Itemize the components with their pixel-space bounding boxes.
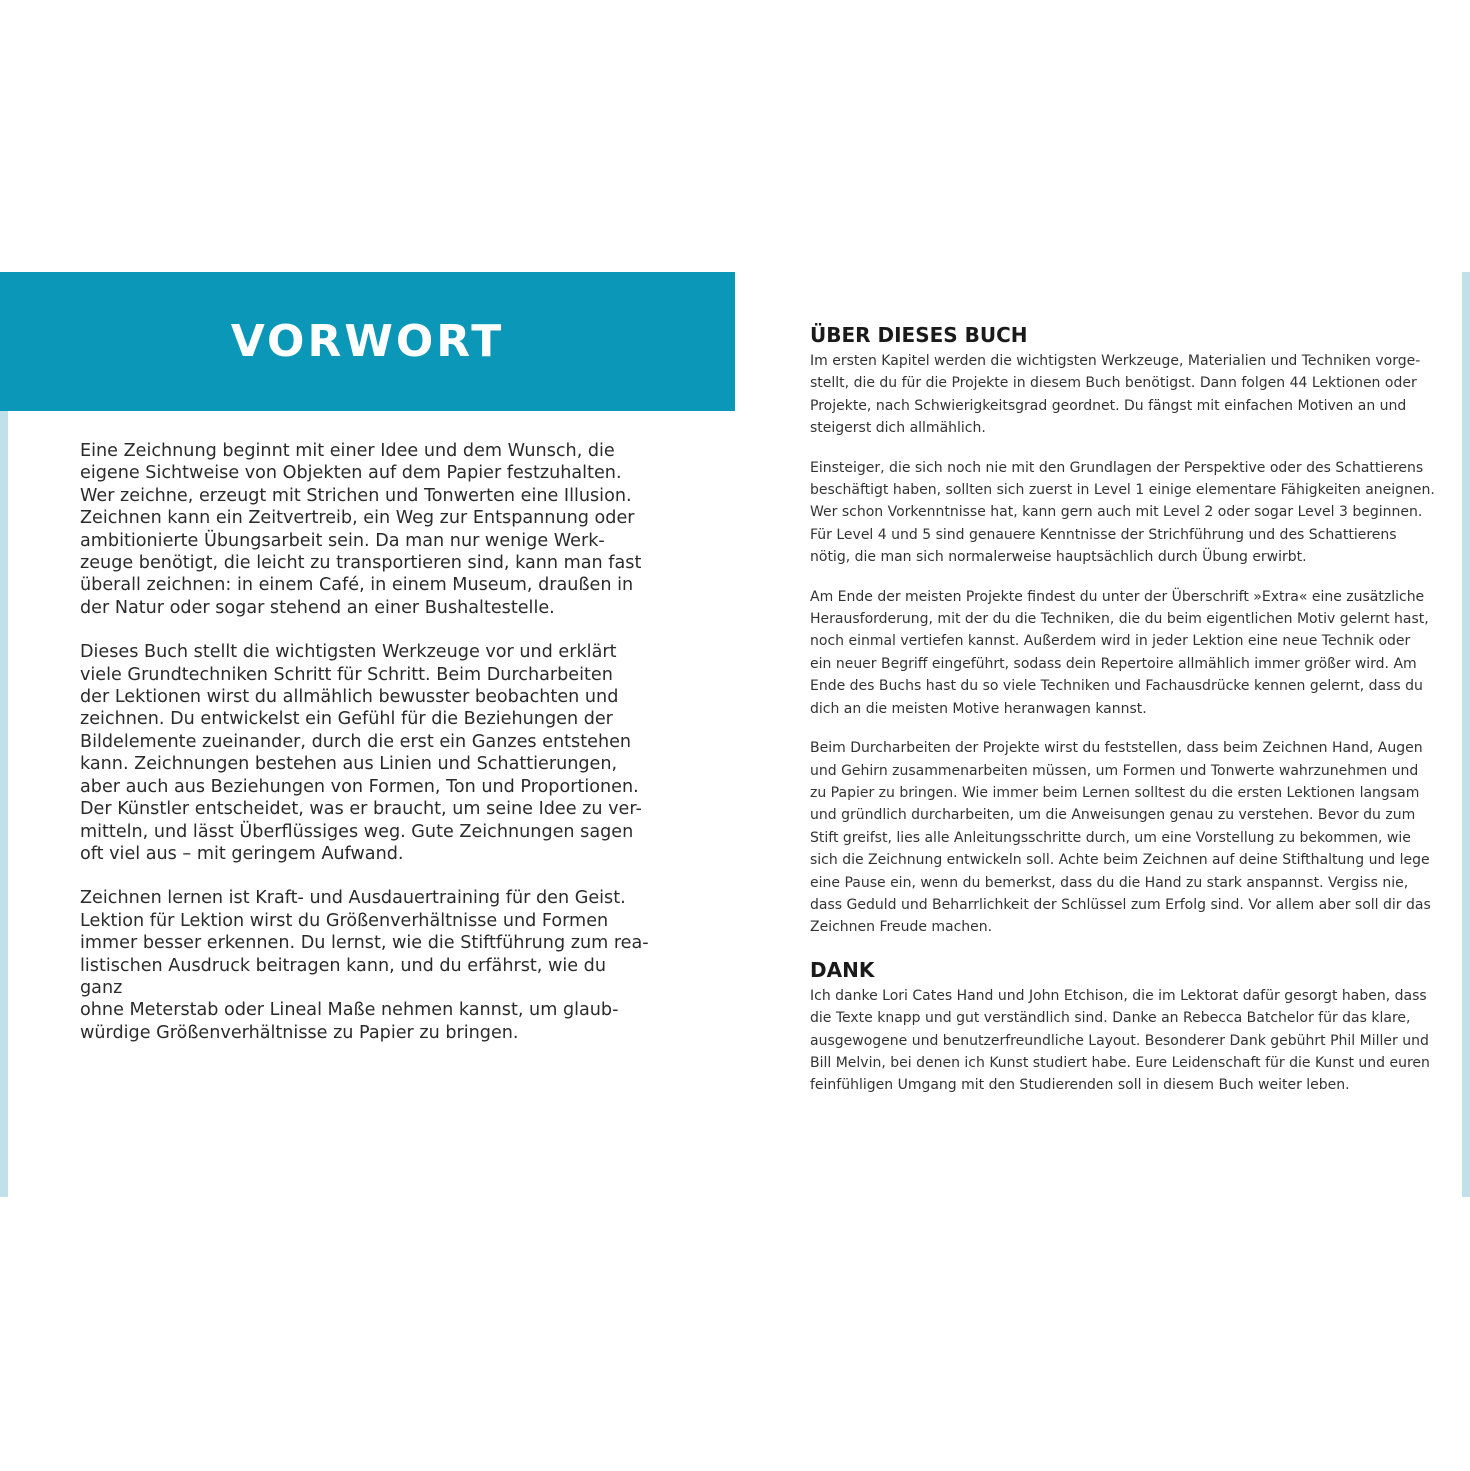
section-heading-about: ÜBER DIESES BUCH (810, 323, 1028, 347)
about-paragraph-4: Beim Durcharbeiten der Projekte wirst du feststellen, dass beim Zeichnen Hand, Augen und Gehirn zusammenarbeiten müssen, um Formen und Tonwerte wahrzunehmen und zu Papier zu bringen. Wie immer beim Lernen solltest du die ersten Lektionen langsam und gründlich durcharbeiten, um die Anweisungen genau zu verstehen. Bevor du zum Stift greifst, lies alle Anleitungsschritte durch, um eine Vorstellung zu bekommen, wie sich die Zeichnung entwickeln soll. Achte beim Zeichnen auf deine Stifthaltung und lege eine Pause ein, wenn du bemerkst, dass du die Hand zu stark anspannst. Vergiss nie, dass Geduld und Beharrlichkeit der Schlüssel zum Erfolg sind. Vor allem aber soll dir das Zeichnen Freude machen. (810, 740, 1431, 936)
foreword-paragraph-1: Eine Zeichnung beginnt mit einer Idee und dem Wunsch, die eigene Sichtweise von Objekten auf dem Papier festzuhalten. Wer zeichne, erzeugt mit Strichen und Tonwerten eine Illusion. Zeichnen kann ein Zeitvertreib, ein Weg zur Entspannung oder ambitionierte Übungsarbeit sein. Da man nur wenige Werk- zeuge benötigt, die leicht zu transportieren sind, kann man fast überall zeichnen: in einem Café, in einem Museum, draußen in der Natur oder sogar stehend an einer Bushaltestelle. (80, 441, 642, 618)
foreword-paragraph-2: Dieses Buch stellt die wichtigsten Werkzeuge vor und erklärt viele Grundtechniken Schritt für Schritt. Beim Durcharbeiten der Lektionen wirst du allmählich bewusster beobachten und zeichnen. Du entwickelst ein Gefühl für die Beziehungen der Bildelemente zueinander, durch die erst ein Ganzes entstehen kann. Zeichnungen bestehen aus Linien und Schattierungen, aber auch aus Beziehungen von Formen, Ton und Proportionen. Der Künstler entscheidet, was er braucht, um seine Idee zu ver- mitteln, und lässt Überflüssiges weg. Gute Zeichnungen sagen oft viel aus – mit geringem Aufwand. (80, 642, 642, 864)
right-page-edge (1462, 272, 1470, 1197)
title-band (0, 272, 735, 411)
foreword-paragraph-3: Zeichnen lernen ist Kraft- und Ausdauertraining für den Geist. Lektion für Lektion wirst du Größenverhältnisse und Formen immer besser erkennen. Du lernst, wie die Stiftführung zum rea- listischen Ausdruck beitragen kann, und du erfährst, wie du ganz ohne Meterstab oder Lineal Maße nehmen kannst, um glaub- würdige Größenverhältnisse zu Papier zu bringen. (80, 888, 649, 1043)
section-about-book (810, 322, 1450, 939)
about-paragraph-1: Im ersten Kapitel werden die wichtigsten Werkzeuge, Materialien und Techniken vorge- stellt, die du für die Projekte in diesem Buch benötigst. Dann folgen 44 Lektionen oder Projekte, nach Schwierigkeitsgrad geordnet. Du fängst mit einfachen Motiven an und steigerst dich allmählich. (810, 353, 1421, 437)
section-heading-thanks: DANK (810, 957, 875, 982)
foreword-column (80, 440, 650, 1066)
page-title: VORWORT (230, 316, 505, 367)
section-thanks (810, 957, 1450, 1097)
about-paragraph-2: Einsteiger, die sich noch nie mit den Grundlagen der Perspektive oder des Schattierens beschäftigt haben, sollten sich zuerst in Level 1 einige elementare Fähigkeiten aneignen. Wer schon Vorkenntnisse hat, kann gern auch mit Level 2 oder sogar Level 3 beginnen. Für Level 4 und 5 sind genauere Kenntnisse der Strichführung und des Schattierens nötig, die man sich normalerweise hauptsächlich durch Übung erwirbt. (810, 459, 1435, 566)
thanks-paragraph-1: Ich danke Lori Cates Hand und John Etchison, die im Lektorat dafür gesorgt haben, dass die Texte knapp und gut verständlich sind. Danke an Rebecca Batchelor für das klare, ausgewogene und benutzerfreundliche Layout. Besonderer Dank gebührt Phil Miller und Bill Melvin, bei denen ich Kunst studiert habe. Eure Leidenschaft für die Kunst und euren feinfühligen Umgang mit den Studierenden soll in diesem Buch weiter leben. (810, 987, 1430, 1094)
right-column (810, 322, 1450, 1114)
about-paragraph-3: Am Ende der meisten Projekte findest du unter der Überschrift »Extra« eine zusätzliche Herausforderung, mit der du die Techniken, die du beim eigentlichen Motiv gelernt hast, noch einmal vertiefen kannst. Außerdem wird in jeder Lektion eine neue Technik oder ein neuer Begriff eingeführt, sodass dein Repertoire allmählich immer größer wird. Am Ende des Buchs hast du so viele Techniken und Fachausdrücke kennen gelernt, dass du dich an die meisten Motive heranwagen kannst. (810, 588, 1429, 717)
